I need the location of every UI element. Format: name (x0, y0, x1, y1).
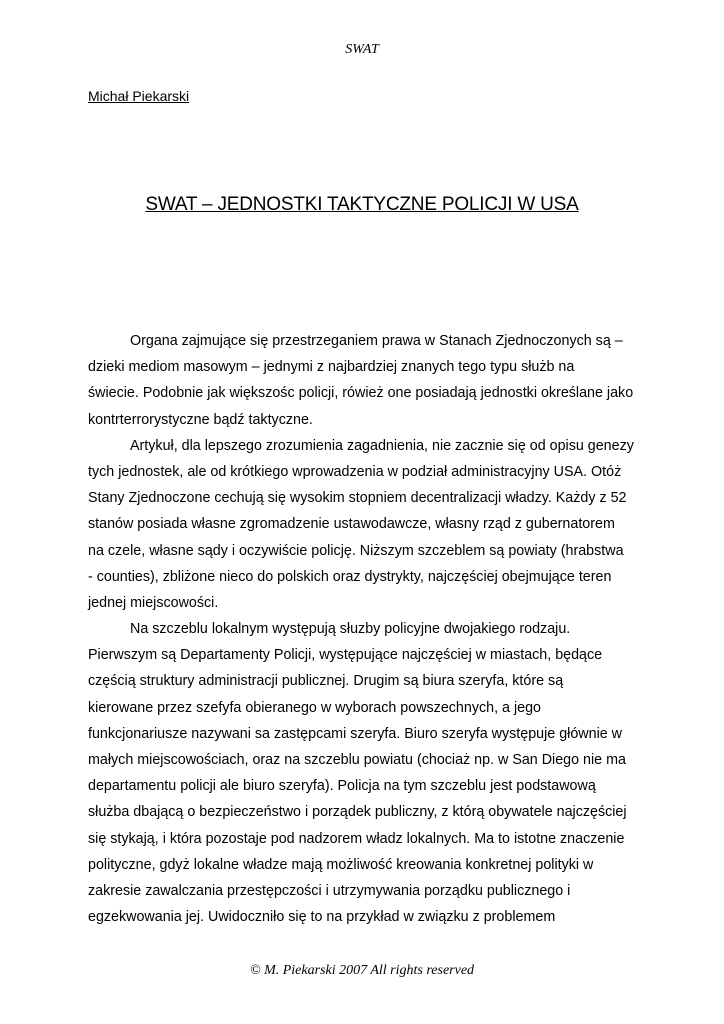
body-line: funkcjonariusze nazywani sa zastępcami szeryfa. Biuro szeryfa występuje głównie w (88, 725, 622, 742)
document-title: SWAT – JEDNOSTKI TAKTYCZNE POLICJI W USA (145, 194, 579, 215)
body-line: zakresie zawalczania przestępczości i utrzymywania porządku publicznego i (88, 882, 571, 899)
body-line: dzieki mediom masowym – jednymi z najbardziej znanych tego typu służb na (88, 359, 575, 376)
body-line: egzekwowania jej. Uwidoczniło się to na przykład w związku z problemem (88, 909, 556, 926)
body-line: tych jednostek, ale od krótkiego wprowadzenia w podział administracyjny USA. Otóż (88, 463, 622, 480)
body-line: polityczne, gdyż lokalne władze mają możliwość kreowania konkretnej polityki w (88, 856, 594, 873)
copyright-footer: © M. Piekarski 2007 All rights reserved (249, 963, 475, 978)
body-line: - counties), zbliżone nieco do polskich oraz dystrykty, najczęściej obejmujące teren (88, 568, 612, 585)
body-line: departamentu policji ale biuro szeryfa). Policja na tym szczeblu jest podstawową (88, 778, 596, 795)
body-line: służba dbającą o bezpieczeństwo i porządek publiczny, z którą obywatele najczęściej (88, 804, 627, 821)
body-line: stanów posiada własne zgromadzenie ustawodawcze, własny rząd z gubernatorem (88, 516, 615, 533)
author-name: Michał Piekarski (88, 88, 190, 104)
body-line: kierowane przez szefyfa obieranego w wyborach powszechnych, a jego (88, 699, 541, 716)
body-line: kontrterrorystyczne bądź taktyczne. (88, 411, 313, 428)
body-line: Na szczeblu lokalnym występują słuzby policyjne dwojakiego rodzaju. (130, 621, 571, 638)
running-header: SWAT (345, 42, 379, 57)
article-body (88, 328, 644, 930)
body-line: świecie. Podobnie jak większośc policji, rówież one posiadają jednostki określane jako (88, 385, 634, 402)
body-line: małych miejscowościach, oraz na szczeblu powiatu (chociaż np. w San Diego nie ma (88, 752, 626, 768)
body-line: na czele, własne sądy i oczywiście policję. Niższym szczeblem są powiaty (hrabstwa (88, 542, 624, 559)
body-line: Artykuł, dla lepszego zrozumienia zagadnienia, nie zacznie się od opisu genezy (130, 437, 634, 454)
body-line: się stykają, i która pozostaje pod nadzorem władz lokalnych. Ma to istotne znaczenie (88, 830, 625, 847)
body-line: jednej miejscowości. (88, 594, 219, 611)
body-line: częścią struktury administracji publicznej. Drugim są biura szeryfa, które są (88, 673, 564, 690)
body-line: Pierwszym są Departamenty Policji, występujące najczęściej w miastach, będące (88, 647, 603, 664)
body-line: Stany Zjednoczone cechują się wysokim stopniem decentralizacji władzy. Każdy z 52 (88, 490, 627, 507)
body-line: Organa zajmujące się przestrzeganiem prawa w Stanach Zjednoczonych są – (130, 333, 623, 349)
